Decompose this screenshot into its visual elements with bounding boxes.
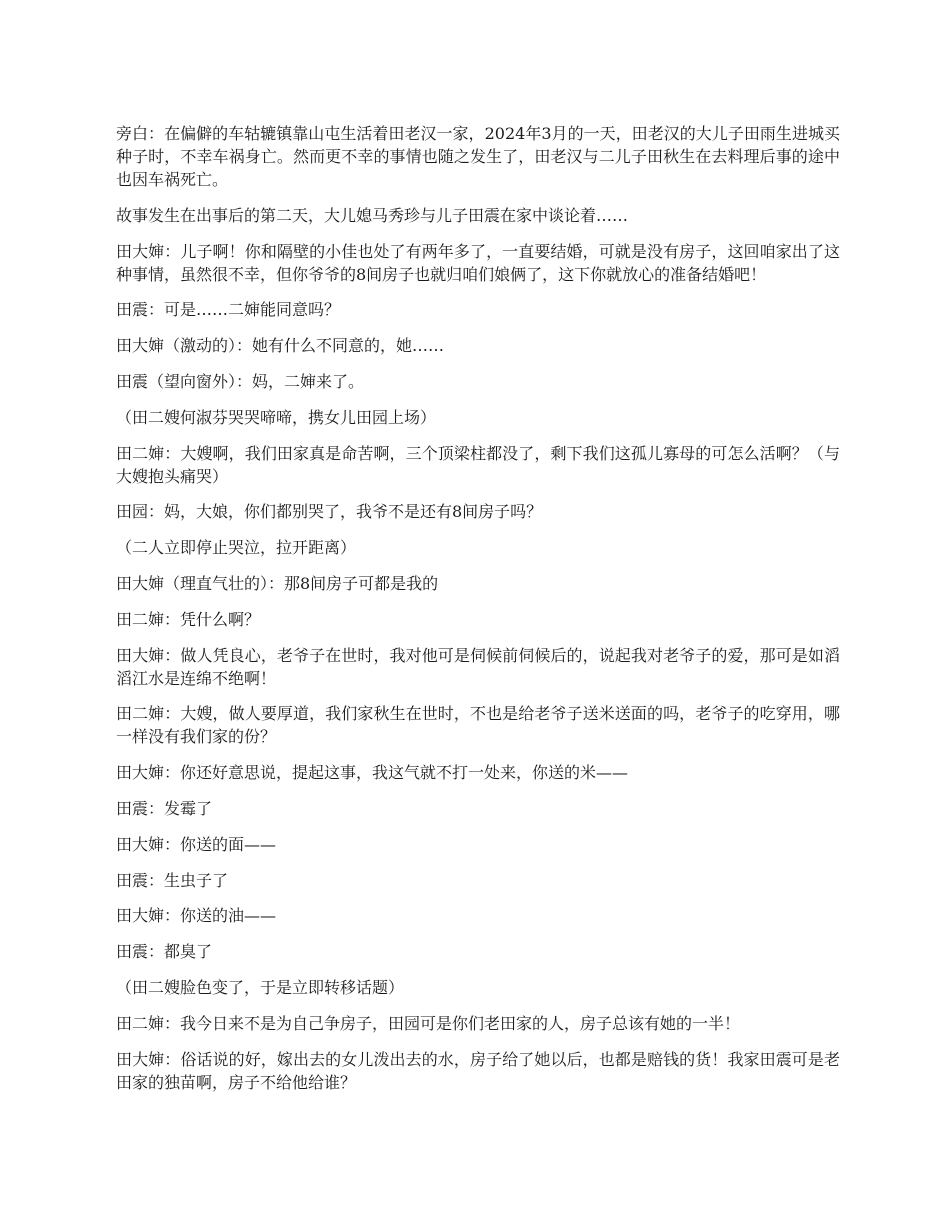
dialogue-line: 田震：都臭了 <box>116 942 213 962</box>
dialogue-line: 田园：妈，大娘，你们都别哭了，我爷不是还有8间房子吗？ <box>116 502 543 522</box>
dialogue-line: 田二婶：我今日来不是为自己争房子，田园可是你们老田家的人，房子总该有她的一半！ <box>116 1013 741 1033</box>
dialogue-line: 田二婶：大嫂，做人要厚道，我们家秋生在世时，不也是给老爷子送米送面的吗，老爷子的吃穿用，哪一样没有我们家的份？ <box>116 704 840 747</box>
stage-direction: （田二嫂脸色变了，于是立即转移话题） <box>116 977 405 997</box>
dialogue-line: 田震：可是……二婶能同意吗？ <box>116 300 341 320</box>
dialogue-line: 田大婶：做人凭良心，老爷子在世时，我对他可是伺候前伺候后的，说起我对老爷子的爱，那可是如滔滔江水是连绵不绝啊！ <box>116 645 840 688</box>
stage-direction: （田二嫂何淑芬哭哭啼啼，携女儿田园上场） <box>116 407 437 427</box>
document-page <box>116 122 840 1106</box>
dialogue-line: 田二婶：凭什么啊？ <box>116 609 261 629</box>
dialogue-line: 田大婶（激动的）：她有什么不同意的，她…… <box>116 336 445 356</box>
dialogue-line: 田大婶（理直气壮的）：那8间房子可都是我的 <box>116 573 439 593</box>
dialogue-line: 田震（望向窗外）：妈，二婶来了。 <box>116 371 365 391</box>
dialogue-line: 田震：生虫子了 <box>116 870 229 890</box>
narration-paragraph: 旁白：在偏僻的车轱辘镇靠山屯生活着田老汉一家，2024年3月的一天，田老汉的大儿子田雨生进城买种子时，不幸车祸身亡。然而更不幸的事情也随之发生了，田老汉与二儿子田秋生在去料理后事的途中也因车祸死亡。 <box>116 124 840 189</box>
dialogue-line: 田大婶：你还好意思说，提起这事，我这气就不打一处来，你送的米—— <box>116 763 629 783</box>
scene-paragraph: 故事发生在出事后的第二天，大儿媳马秀珍与儿子田震在家中谈论着…… <box>116 205 629 225</box>
stage-direction: （二人立即停止哭泣，拉开距离） <box>116 538 357 558</box>
dialogue-line: 田大婶：你送的油—— <box>116 906 277 926</box>
dialogue-line: 田震：发霉了 <box>116 798 213 818</box>
dialogue-line: 田大婶：你送的面—— <box>116 834 277 854</box>
dialogue-line: 田大婶：俗话说的好，嫁出去的女儿泼出去的水，房子给了她以后，也都是赔钱的货！我家田震可是老田家的独苗啊，房子不给他给谁？ <box>116 1049 840 1092</box>
dialogue-line: 田二婶：大嫂啊，我们田家真是命苦啊，三个顶梁柱都没了，剩下我们这孤儿寡母的可怎么活啊？（与大嫂抱头痛哭） <box>116 443 840 486</box>
dialogue-line: 田大婶：儿子啊！你和隔壁的小佳也处了有两年多了，一直要结婚，可就是没有房子，这回咱家出了这种事情，虽然很不幸，但你爷爷的8间房子也就归咱们娘俩了，这下你就放心的准备结婚吧！ <box>116 241 840 284</box>
